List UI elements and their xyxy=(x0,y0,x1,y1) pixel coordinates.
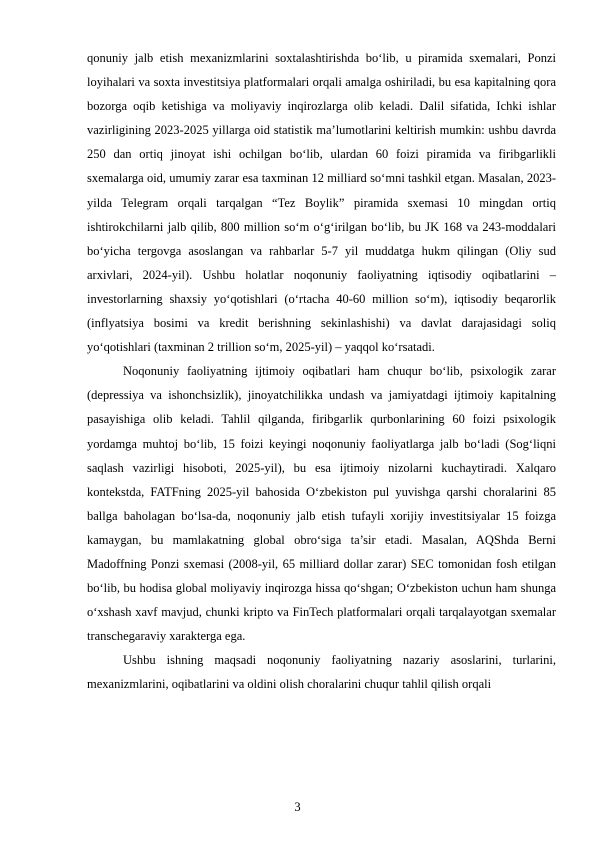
body-text xyxy=(87,46,556,697)
paragraph-3: Ushbu ishning maqsadi noqonuniy faoliyatning nazariy asoslarini, turlarini, mexanizmlarini, oqibatlarini va oldini olish choralarini chuqur tahlil qilish orqali xyxy=(87,653,556,692)
page-number: 3 xyxy=(294,800,301,814)
paragraph-1: qonuniy jalb etish mexanizmlarini soxtalashtirishda bo‘lib, u piramida sxemalari, Ponzi loyihalari va soxta investitsiya platformalari orqali amalga oshiriladi, bu esa kapitalning qora bozorga oqib ketishiga va moliyaviy inqirozlarga olib keladi. Dalil sifatida, Ichki ishlar vazirligining 2023-2025 yillarga oid statistik ma’lumotlarini keltirish mumkin: ushbu davrda 250 dan ortiq jinoyat ishi ochilgan bo‘lib, ulardan 60 foizi piramida va firibgarlikli sxemalarga oid, umumiy zarar esa taxminan 12 milliard so‘mni tashkil etgan. Masalan, 2023-yilda Telegram orqali tarqalgan “Tez Boylik” piramida sxemasi 10 mingdan ortiq ishtirokchilarni jalb qilib, 800 million so‘m o‘g‘irilgan bo‘lib, bu JK 168 va 243-moddalari bo‘yicha tergovga asoslangan va rahbarlar 5-7 yil muddatga hukm qilingan (Oliy sud arxivlari, 2024-yil). Ushbu holatlar noqonuniy faoliyatning iqtisodiy oqibatlarini – investorlarning shaxsiy yo‘qotishlari (o‘rtacha 40-60 million so‘m), iqtisodiy beqarorlik (inflyatsiya bosimi va kredit berishning sekinlashishi) va davlat darajasidagi soliq yo‘qotishlari (taxminan 2 trillion so‘m, 2025-yil) – yaqqol ko‘rsatadi. xyxy=(87,51,556,355)
paragraph-2: Noqonuniy faoliyatning ijtimoiy oqibatlari ham chuqur bo‘lib, psixologik zarar (depressiya va ishonchsizlik), jinoyatchilikka undash va jamiyatdagi ijtimoiy kapitalning pasayishiga olib keladi. Tahlil qilganda, firibgarlik qurbonlarining 60 foizi psixologik yordamga muhtoj bo‘lib, 15 foizi keyingi noqonuniy faoliyatlarga jalb bo‘ladi (Sog‘liqni saqlash vazirligi hisoboti, 2025-yil), bu esa ijtimoiy nizolarni kuchaytiradi. Xalqaro kontekstda, FATFning 2025-yil bahosida O‘zbekiston pul yuvishga qarshi choralarini 85 ballga baholagan bo‘lsa-da, noqonuniy jalb etish tufayli xorijiy investitsiyalar 15 foizga kamaygan, bu mamlakatning global obro‘siga ta’sir etadi. Masalan, AQShda Berni Madoffning Ponzi sxemasi (2008-yil, 65 milliard dollar zarar) SEC tomonidan fosh etilgan bo‘lib, bu hodisa global moliyaviy inqirozga hissa qo‘shgan; O‘zbekiston uchun ham shunga o‘xshash xavf mavjud, chunki kripto va FinTech platformalari orqali tarqalayotgan sxemalar transchegaraviy xarakterga ega. xyxy=(87,364,556,644)
